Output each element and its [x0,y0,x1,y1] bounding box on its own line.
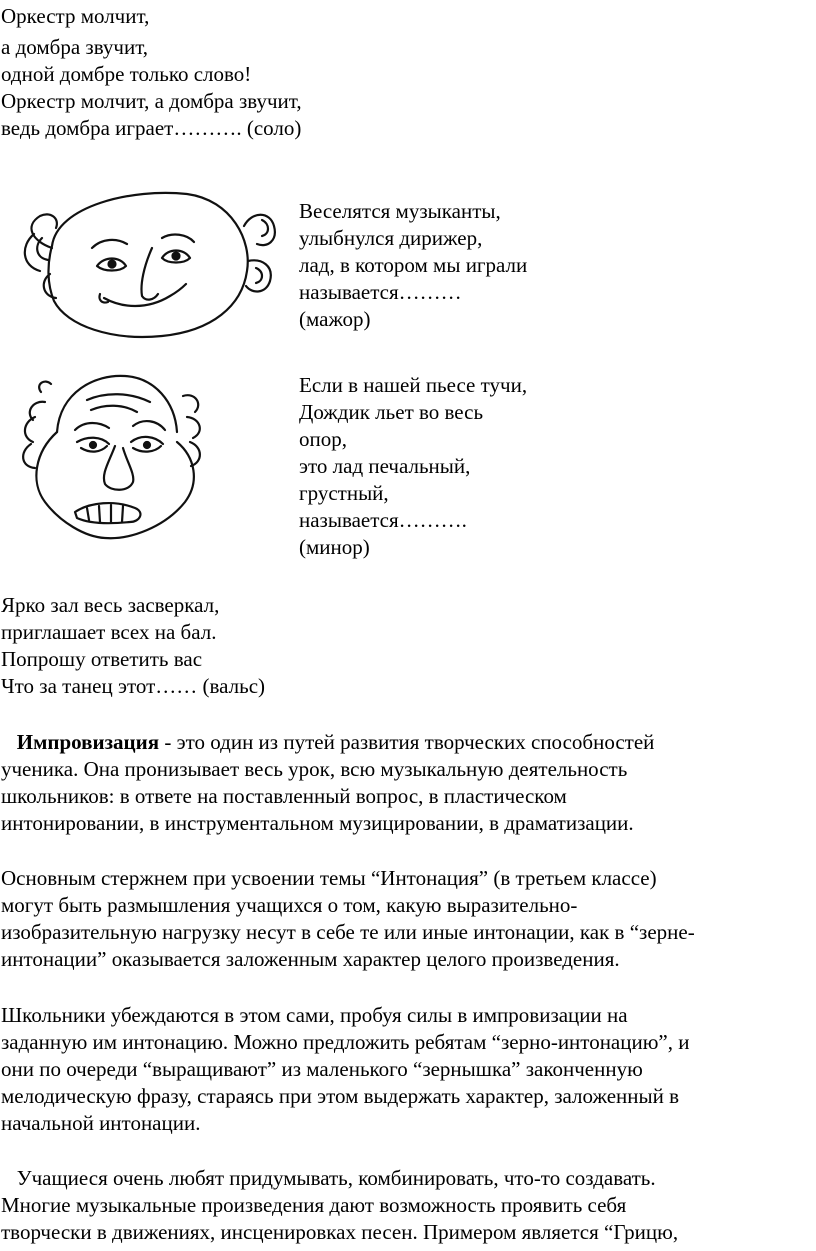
para3-line-1: Школьники убеждаются в этом сами, пробуя силы в импровизации на [1,1003,628,1027]
para3-line-3: они по очереди “выращивают” из маленького “зернышка” законченную [1,1057,643,1081]
poem2-line-4: называется……… [299,280,462,304]
para2-line-2: могут быть размышления учащихся о том, какую выразительно- [1,893,578,917]
para2-line-4: интонации” оказывается заложенным характер целого произведения. [1,947,620,971]
happy-face-drawing [12,186,282,346]
poem3-line-2: Дождик льет во весь [299,400,484,424]
para2-line-1: Основным стержнем при усвоении темы “Интонация” (в третьем классе) [1,866,657,890]
para4-line-1: Учащиеся очень любят придумывать, комбинировать, что-то создавать. [1,1166,656,1190]
poem4-line-3: Попрошу ответить вас [1,647,203,671]
poem3-line-4: это лад печальный, [299,454,471,478]
para3-line-2: заданную им интонацию. Можно предложить ребятам “зерно-интонацию”, и [1,1030,690,1054]
para4-line-3: творчески в движениях, инсценировках песен. Примером является “Грицю, [1,1220,679,1244]
poem3-line-6: называется………. [299,508,467,532]
poem3-line-1: Если в нашей пьесе тучи, [299,373,528,397]
poem2-line-5: (мажор) [299,307,371,331]
para3-line-4: мелодическую фразу, стараясь при этом выдержать характер, заложенный в [1,1084,680,1108]
poem4-line-2: приглашает всех на бал. [1,620,217,644]
para1-line-2: ученика. Она пронизывает весь урок, всю музыкальную деятельность [1,757,628,781]
para1-line-1-rest: - это один из путей развития творческих способностей [159,730,655,754]
poem1-line-4: Оркестр молчит, а домбра звучит, [1,89,302,113]
poem3-line-5: грустный, [299,481,389,505]
improvisation-term: Импровизация [16,730,160,754]
poem2-line-3: лад, в котором мы играли [299,253,528,277]
poem1-line-3: одной домбре только слово! [1,62,252,86]
poem1-line-1: Оркестр молчит, [1,4,150,28]
para4-line-2: Многие музыкальные произведения дают возможность проявить себя [1,1193,627,1217]
poem4-line-4: Что за танец этот…… (вальс) [1,674,266,698]
poem3-line-7: (минор) [299,535,370,559]
poem1-line-5: ведь домбра играет………. (соло) [1,116,302,140]
para3-line-5: начальной интонации. [1,1111,201,1135]
para1-line-3: школьников: в ответе на поставленный вопрос, в пластическом [1,784,567,808]
poem2-line-2: улыбнулся дирижер, [299,226,483,250]
poem3-line-3: опор, [299,427,347,451]
sad-face-drawing [5,362,210,552]
poem2-line-1: Веселятся музыканты, [299,199,501,223]
poem4-line-1: Ярко зал весь засверкал, [1,593,220,617]
para1-line-4: интонировании, в инструментальном музицировании, в драматизации. [1,811,634,835]
para1-line-1 [1,729,654,756]
para2-line-3: изобразительную нагрузку несут в себе те или иные интонации, как в “зерне- [1,920,695,944]
poem1-line-2: а домбра звучит, [1,35,149,59]
